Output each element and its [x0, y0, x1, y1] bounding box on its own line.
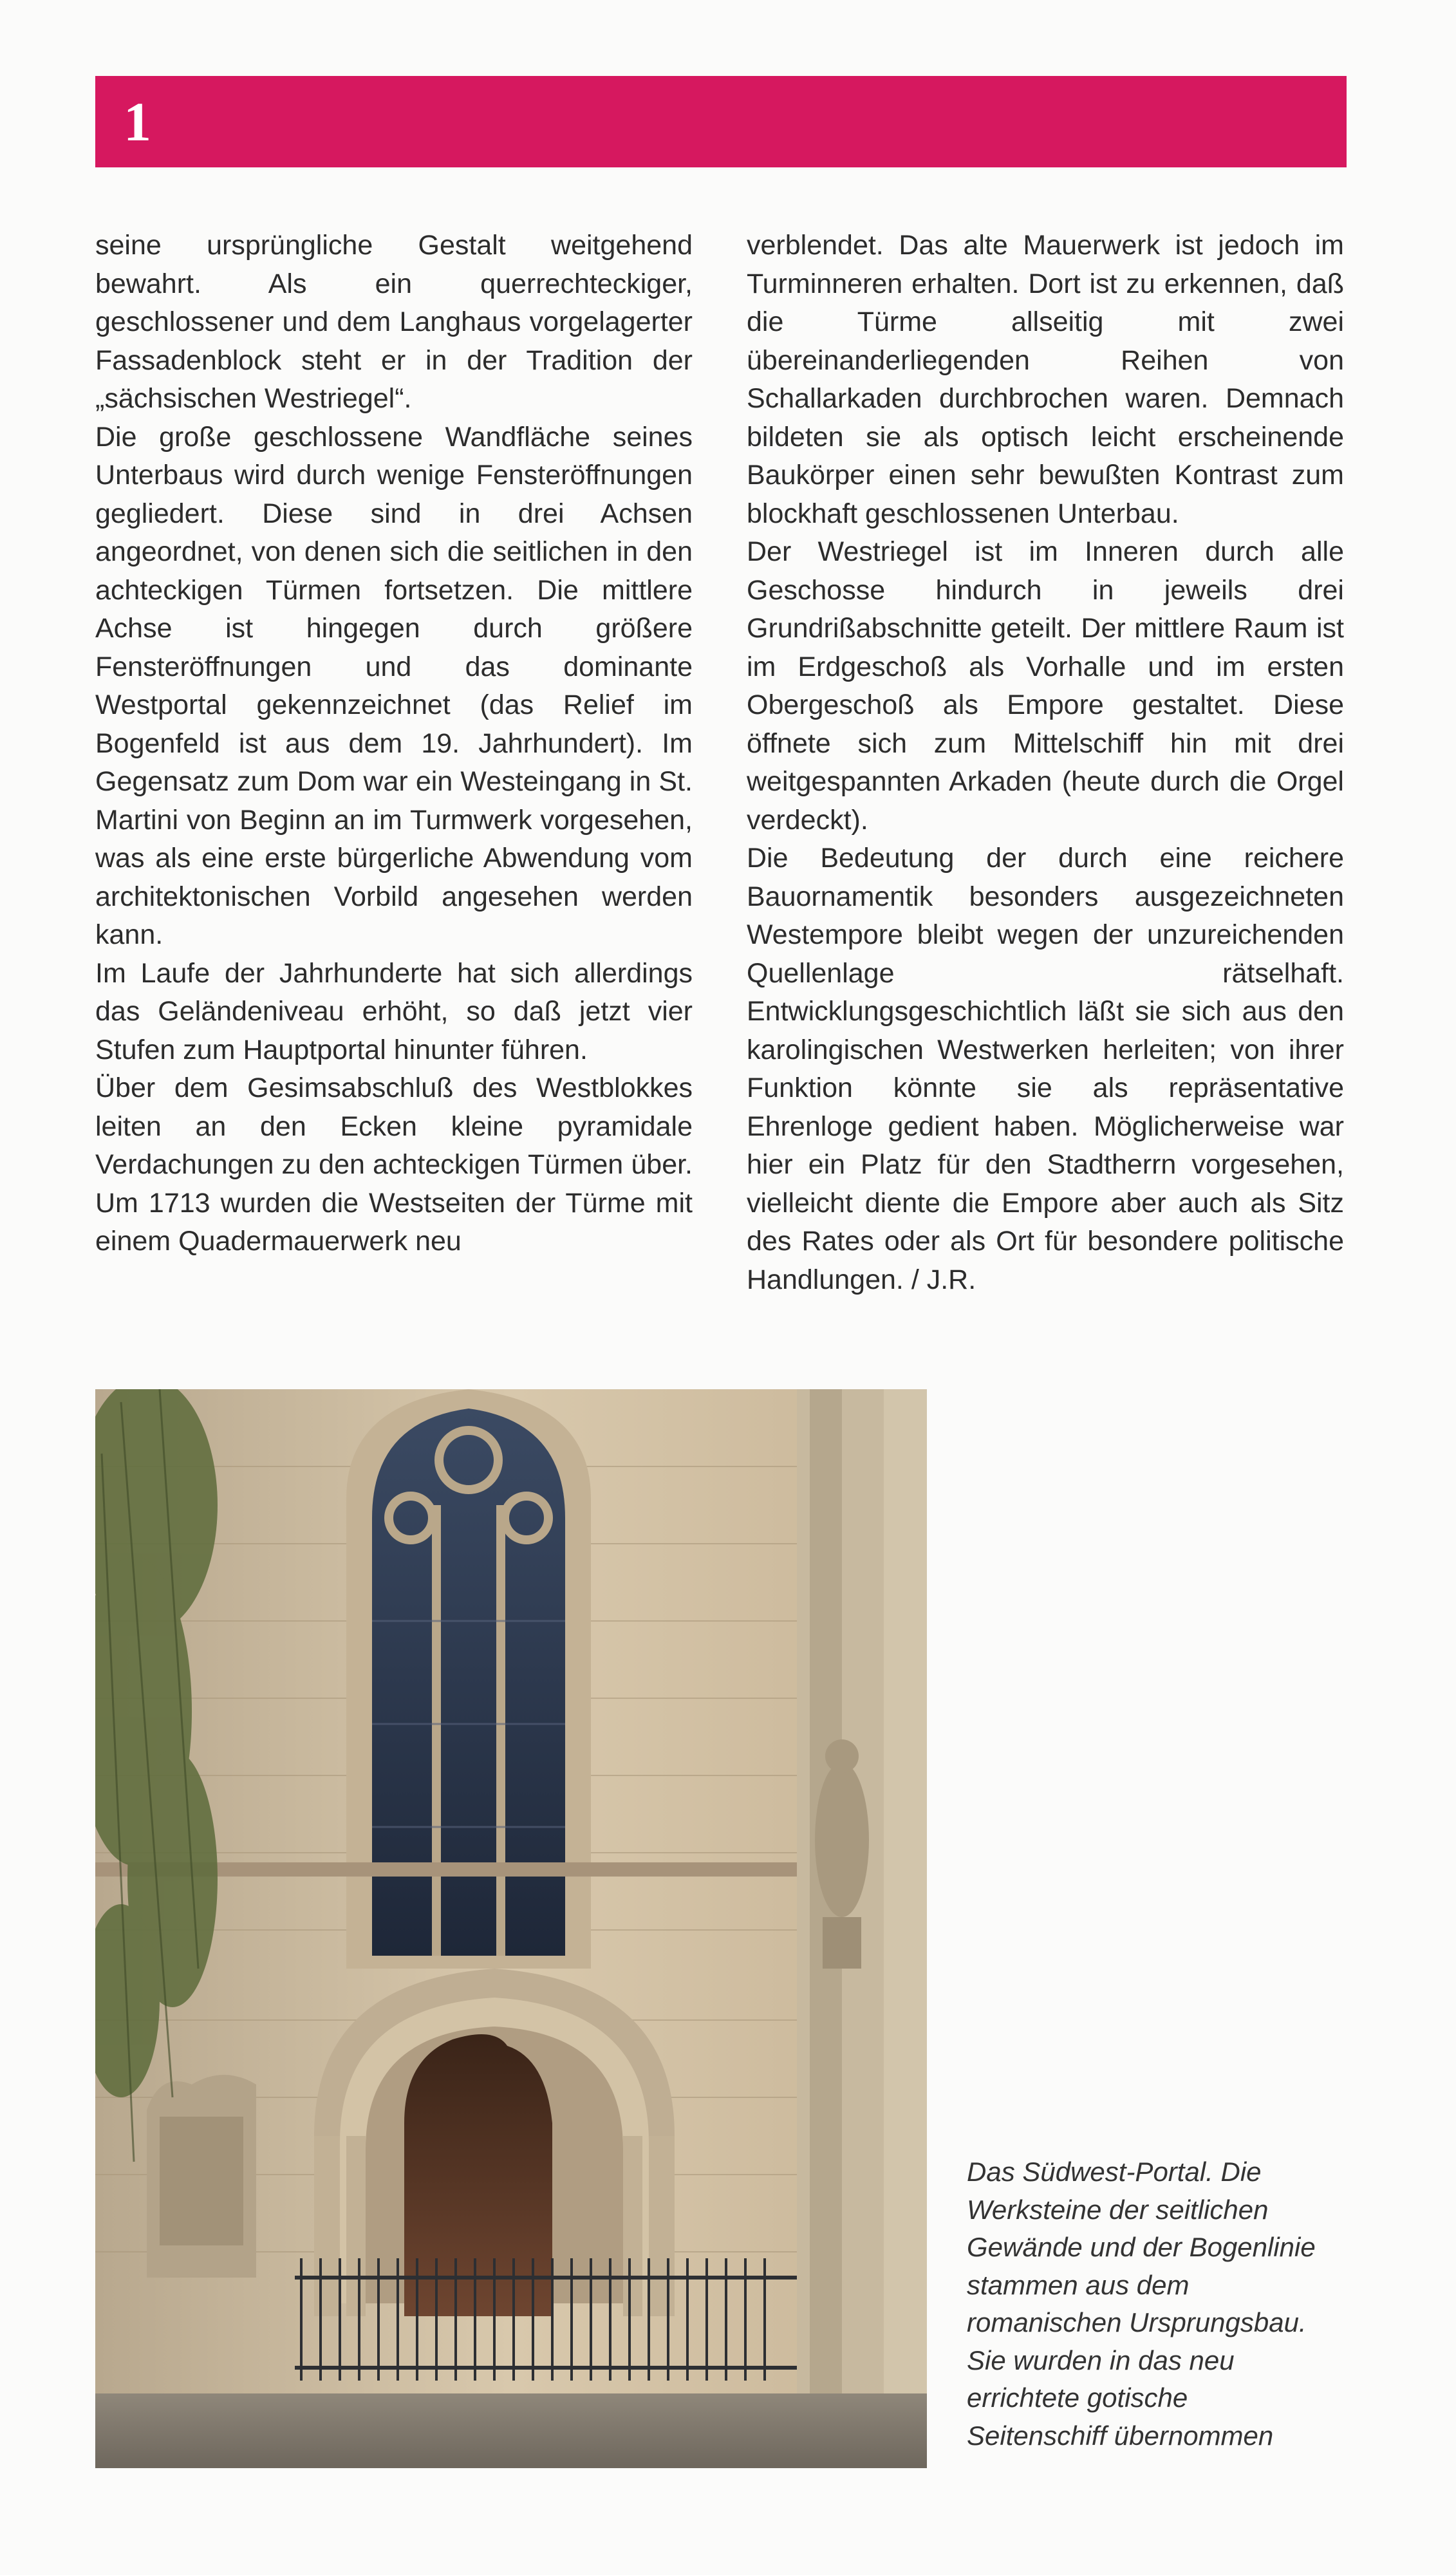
chapter-header-bar	[95, 76, 1347, 167]
paragraph: Im Laufe der Jahrhunderte hat sich allerdings das Geländeniveau erhöht, so daß jetzt vier Stufen zum Hauptportal hinunter führen.	[95, 957, 693, 1065]
chapter-number: 1	[124, 91, 151, 153]
paragraph: Die Bedeutung der durch eine reichere Bauornamentik besonders ausgezeichneten Westempore bleibt wegen der unzureichenden Quellenlage rätselhaft. Entwicklungsgeschichtlich läßt sie sich aus den karolingischen Westwerken herleiten; von ihrer Funktion könnte sie als repräsentative Ehrenloge gedient haben. Möglicherweise war hier ein Platz für den Stadtherrn vorgesehen, vielleicht diente die Empore aber auch als Sitz des Rates oder als Ort für besondere politische Handlungen. / J.R.	[747, 843, 1344, 1295]
text-column-left	[95, 227, 693, 1261]
paragraph: verblendet. Das alte Mauerwerk ist jedoch im Turminneren erhalten. Dort ist zu erkennen, daß die Türme allseitig mit zwei übereinanderliegenden Reihen von Schallarkaden durchbrochen waren. Demnach bildeten sie als optisch leicht erscheinende Baukörper einen sehr bewußten Kontrast zum blockhaft geschlossenen Unterbau.	[747, 230, 1344, 529]
text-column-right	[747, 227, 1344, 1299]
paragraph: Der Westriegel ist im Inneren durch alle Geschosse hindurch in jeweils drei Grundrißabschnitte geteilt. Der mittlere Raum ist im Erdgeschoß als Vorhalle und im ersten Obergeschoß als Empore gestaltet. Diese öffnete sich zum Mittelschiff hin mit drei weitgespannten Arkaden (heute durch die Orgel verdeckt).	[747, 536, 1344, 836]
portal-photo	[95, 1389, 927, 2468]
paragraph: seine ursprüngliche Gestalt weitgehend bewahrt. Als ein querrechteckiger, geschlossener und dem Langhaus vorgelagerter Fassadenblock steht er in der Tradition der „sächsischen Westriegel“.	[95, 230, 693, 414]
paragraph: Über dem Gesimsabschluß des Westblokkes leiten an den Ecken kleine pyramidale Verdachungen zu den achteckigen Türmen über. Um 1713 wurden die Westseiten der Türme mit einem Quadermauerwerk neu	[95, 1072, 693, 1257]
photo-caption: Das Südwest-Portal. Die Werksteine der seitlichen Gewände und der Bogenlinie stammen aus dem romanischen Ursprungsbau. Sie wurden in das neu errichtete gotische Seitenschiff übernommen	[967, 2157, 1316, 2451]
paragraph: Die große geschlossene Wandfläche seines Unterbaus wird durch wenige Fensteröffnungen gegliedert. Diese sind in drei Achsen angeordnet, von denen sich die seitlichen in den achteckigen Türmen fortsetzen. Die mittlere Achse ist hingegen durch größere Fensteröffnungen und das dominante Westportal gekennzeichnet (das Relief im Bogenfeld ist aus dem 19. Jahrhundert). Im Gegensatz zum Dom war ein Westeingang in St. Martini von Beginn an im Turmwerk vorgesehen, was als eine erste bürgerliche Abwendung vom architektonischen Vorbild angesehen werden kann.	[95, 421, 693, 950]
